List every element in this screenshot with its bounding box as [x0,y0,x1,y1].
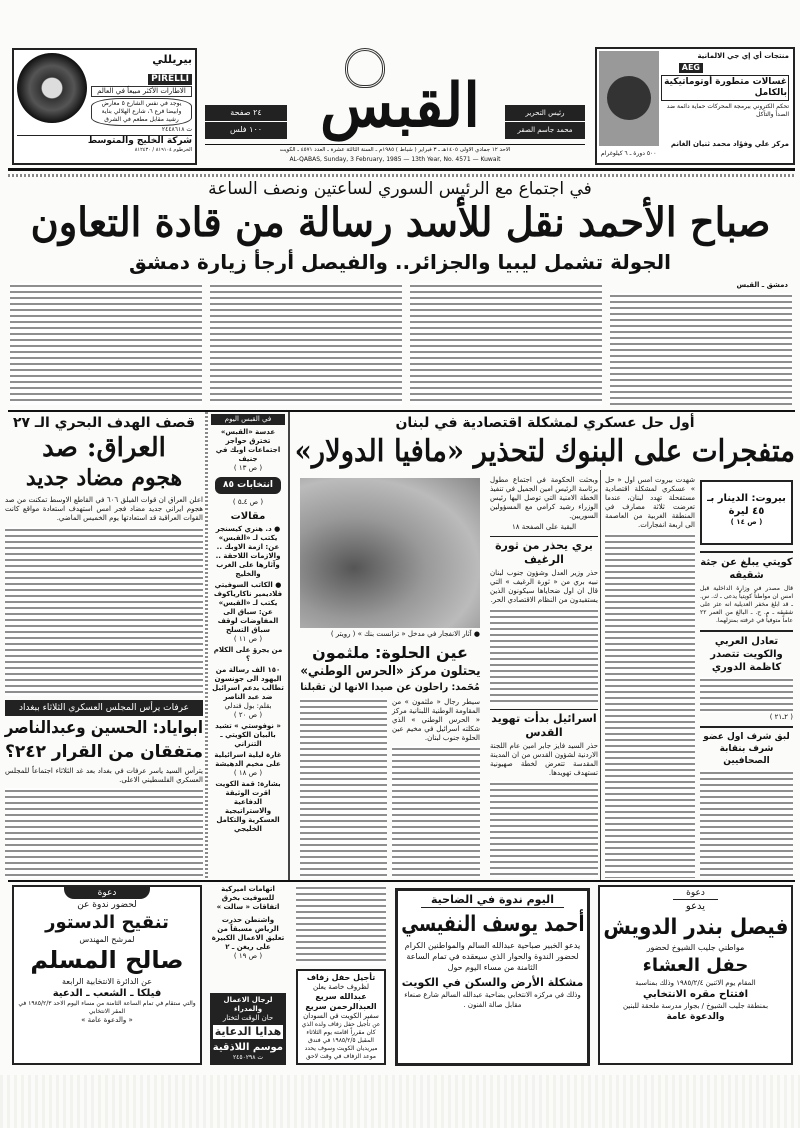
photo-caption: ● آثار الانفجار في مدخل « ترانست بنك » ( رويتر ) [330,630,480,638]
index-item[interactable]: اتهامات اميركية للسوفيت بخرق اتفاقات « سالت » [216,885,280,911]
iraq-kicker: قصف الهدف البحري الـ ٢٧ [12,415,196,431]
lead-text-col2 [410,283,602,405]
middle-column [490,476,598,878]
tire-image [17,53,87,123]
index-header: في القبس اليوم [211,414,285,425]
abu-iyad-text: يترأس السيد ياسر عرفات في بغداد بعد غد الثلاثاء اجتماعاً للمجلس العسكري الفلسطيني الاعلى. [5,767,203,784]
pirelli-body: يوجد في نفس الشارع ٥ معارض وابيضا فرع ٦، شارع الهلالي بناية رشيد مقابل مطعم في الشرق [91,98,192,126]
ad-header: اليوم ندوة في الضاحية [421,893,564,908]
aeg-model: ٥٠٠ دورة ـ ٦ كيلوغرام [601,150,657,157]
pirelli-footer: الخرطوم ٨١٩١٠٤ / ٨١٢٤٣٠ [134,147,192,153]
berri-headline: بري يحذر من ثورة الرغيف [490,536,598,567]
slogan: الاطارات الأكثر مبيعاً في العالم [91,86,192,97]
ad-place: وذلك في مركزه الانتخابي بضاحية عبدالله السالم شارع صنعاء مقابل صالة الفنون . [404,991,581,1009]
notice-name: عبدالله سريع العبدالرحمن سريع [305,992,377,1011]
lead-text-col4 [10,283,202,405]
lead-subhead: الجولة تشمل ليبيا والجزائر.. والفيصل أرجأ زيارة دمشق [128,250,672,274]
index-item[interactable]: ● الكاتب السوفيتي فلاديمير ناكارياكوف يكتب لـ «القبس» عن: سباق الى المفاوضات لوقف سباق التسلح [213,581,283,634]
ad-footer: والدعوة عامة [666,1012,725,1022]
ain-helweh-text: سيطر رجال « ملثمون » من المقاومة الوطنية اللبنانية مركز « الحرس الوطني » الذي شكلته اسرائيل في مخيم عين الحلوة جنوب لبنان. [392,698,480,742]
arabi-headline: تعادل العربي والكويت تتصدر كاظمة الدوري [700,630,793,674]
index-item[interactable]: « نوفوستي » تشيد بالبيان الكويتي ـ التنزاني [215,722,281,748]
pirelli-ad [12,48,197,165]
lead-headline: صباح الأحمد نقل للأسد رسالة من قادة التعاون [30,199,770,246]
ad-line: يدعو [685,901,706,912]
right-column [700,480,793,878]
index-continued [210,885,286,1065]
aeg-intro: منتجات أي إي جي الالمانية [697,52,789,60]
muslim-ad [12,885,202,1065]
ad-line: لمرشح المهندس [79,935,135,944]
duwaish-ad [598,885,793,1065]
lead-text-col3 [210,283,402,405]
page-ref: ( ص ١٣ ) [233,464,263,472]
nefisi-ad [395,888,590,1066]
aeg-agent: مركز علي وفؤاد محمد ثنيان الغانم [670,140,789,148]
ad-line: لظروف خاصة يعلن [313,983,369,991]
ad-details: والتي ستقام في تمام الساعة الثامنة من مساء اليوم الاحد ١٩٨٥/٢/٣ في المقر الانتخابي [18,1000,196,1015]
ad-topic: مشكلة الأرض والسكن في الكويت [401,976,584,989]
ad-footer: « والدعوة عامة » [81,1016,133,1024]
notice-body: عن تأجيل حفل زفاف ولده الذي كان مقرراً اقامته يوم الثلاثاء المقبل ١٩٨٥/٢/٥ في فندق ميريديان الكويت وسوف يحدد موعد الزفاف في وقت لاحق [301,1021,381,1060]
kuwaiti-text: قال مصدر في وزارة الداخلية قبل امس ان مواطناً كويتياً يدعى ـ ك. س. ـ قد ابلغ مخفر العديلية انه عثر على شقيقه ـ م. ح. ـ البالغ من العمر ٢٢ عاماً متوفياً في غرفته بمنزلهما. [700,585,793,624]
lead-dateline: دمشق ـ القبس [736,281,788,289]
masthead-rule [8,168,795,171]
dayaa-ad [210,993,286,1065]
invite-header: دعوة [64,887,150,899]
ad-phone: ت ٢٤٥٠٢٩٨ [232,1054,264,1061]
index-item[interactable]: عدسة «القبس» تخترق حواجز اجتماعات اوبك في جنيف [215,428,281,463]
brand-en: PIRELLI [148,74,192,85]
date-line-ar: الاحد ١٢ جمادي الاولى ١٤٠٥هـ ـ ٣ فبراير ( شباط ) ١٩٨٥م ـ السنة الثالثة عشرة ـ العدد ٤٥٧١ ـ الكويت [279,147,511,153]
notice-header: تأجيل حفل زفاف [306,973,376,982]
ain-helweh-story [300,630,480,878]
page-ref: ( ص ٢٠ ) [233,711,263,719]
page-ref: ( ص ٤ـ٥ ) [232,498,264,506]
ad-line: لحضور ندوة عن [77,900,137,910]
ain-helweh-headline2: يحتلون مركز «الحرس الوطني» [299,664,480,679]
editor-name: محمد جاسم الصقر [505,121,585,138]
index-section-articles: مقالات [230,511,266,522]
beirut-box [700,480,793,545]
event-place: بمنطقة جليب الشيوخ / بجوار مدرسة ملحقة للبنين [622,1002,769,1010]
price: ١٠٠ فلس [205,121,287,138]
aeg-text [661,75,789,149]
ain-helweh-headline3: مُحَمد: راحلون عن صيدا الانها لن تقبلنا [300,682,480,693]
ad-body: يدعو الخبير صباحية عبدالله السالم والمواطنين الكرام لحضور الندوة والحوار الذي سيعقده في تمام الساعة الثامنة من مساء اليوم حول [404,941,581,972]
index-item[interactable]: غارة ليلية اسرائيلية على مخيم الدهيشة [214,751,282,768]
editor-box [505,105,585,139]
index-item[interactable]: من يجرؤ على الكلام ؟ [213,646,283,663]
iraq-story [5,414,203,696]
index-item[interactable]: ١٥٠ الف رسالة من اليهود الى جونسون تطالب بدعم اسرائيل ضد عبد الناصر [212,666,284,701]
score: ( ٢ـ٢١ ) [769,713,793,721]
candidate-name: أحمد يوسف النفيسي [400,912,584,937]
index-item-elections[interactable]: انتخابات ٨٥ [215,477,281,494]
lebanon-text-column [605,476,695,878]
wedding-column [296,885,386,1065]
page-ref: ( ص ١٩ ) [233,952,263,960]
page-ref: ( ص ١٨ ) [233,769,263,777]
index-item[interactable]: ● د. هنري كيسنجر يكتب لـ «القبس» عن: ازمة الاوبك .. والازمات اللاحقة .. وآثارها على الغرب والخليج [215,525,281,578]
abu-iyad-kicker: عرفات يرأس المجلس العسكري الثلاثاء ببغداد [5,700,203,716]
abu-iyad-story [5,700,203,878]
abu-iyad-headline1: ابواياد: الحسين وعبدالناصر [4,718,204,738]
brand-ar: بيريللي [152,53,192,66]
author: بقلم: بول فندلي [224,702,272,710]
aeg-body: تحكم الكتروني ببرمجة المحركات حماية دائمة ضد الصدأ والتآكل [666,103,789,118]
jerusalem-text: حذر السيد فايز جابر امين عام اللجنة الاردنية لشؤون القدس من ان المدينة المقدسة تتعرض لخطة صهيونية تستهدف تهويدها. [490,742,598,777]
abu-iyad-headline2: متفقان من القرار ٢٤٢؟ [4,742,203,762]
index-column [211,414,285,834]
district: عن الدائرة الانتخابية الرابعة [61,977,153,986]
host-name: فيصل بندر الدويش [602,915,788,940]
lebanon-text: شهدت بيروت امس اول « حل » عسكري لمشكلة اقتصادية مستفحلة تهدد لبنان، عندما تعرضت ثلاثة مصارف في المنطقة الغربية من العاصمة الى اربعة انفجارات. [605,476,695,529]
price-box [205,105,287,139]
lebanon-kicker: أول حل عسكري لمشكلة اقتصادية في لبنان [395,415,695,431]
lebanon-text2: وبحثت الحكومة في اجتماع مطول برئاسة الرئيس امين الجميل في تنفيذ الخطة الامنية التي توصل اليها رئيس الوزراء رشيد كرامي مع المسؤولين السوريين. [490,476,598,520]
iraq-headline1: العراق: صد [42,433,166,463]
candidate-name: صالح المسلم [30,946,184,974]
lebanon-headline: متفجرات على البنوك لتحذير «مافيا الدولار» [294,434,795,469]
ad-line: مواطني جليب الشيوخ لحضور [646,943,745,952]
ad-line: لرجال الاعمال والمدراء [223,996,273,1013]
event-date: المقام يوم الاثنين ١٩٨٥/٢/٤ وذلك بمناسبة [635,979,756,987]
occasion: افتتاح مقره الانتخابي [642,989,749,1000]
berri-text: حذر وزير العدل وشؤون جنوب لبنان نبيه بري من « ثورة الرغيف » التي قال ان اول ضحاياها سيكونون الذين يستفيدون من النظام الاقتصادي الحر. [490,569,598,604]
aeg-ad [595,47,795,165]
continued-label: البقية على الصفحة ١٨ [511,523,577,531]
page-ref: ( ص ١٤ ) [730,518,763,526]
washer-image [599,51,659,146]
date-line-en: AL-QABAS, Sunday, 3 February, 1985 — 13th Year, No. 4571 — Kuwait [289,156,501,163]
company: شركة الخليج والمتوسط [17,135,192,147]
event-name: حفل العشاء [642,955,749,976]
ad-line: موسم اللاذقية [212,1042,283,1053]
jerusalem-headline: اسرائيل بدأت تهويد القدس [490,709,598,740]
index-item[interactable]: واشنطن حذرت الرياض مسبقاً من تعليق الاعمال الكبيرة على ريغن ـ ٢ [211,916,285,951]
ad-brand: هدايا الدعاية [214,1025,282,1038]
newspaper-title: القبس [320,71,480,141]
aeg-logo: AEG [679,63,703,73]
areas: فيلكا ـ الشعب ـ الدعية [52,988,162,999]
page-ref: ( ص ١١ ) [233,635,263,643]
kuwaiti-headline: كويتي يبلغ عن جثة شقيقه [700,551,793,582]
lead-kicker: في اجتماع مع الرئيس السوري لساعتين ونصف الساعة [208,179,592,199]
iraq-text: اعلن العراق ان قوات الفيلق ٦٠٦ في القاطع الاوسط تمكنت من صد هجوم ايراني جديد مضاد فجر امس استهدف استعادة مواقع كانت القوات العراقية قد استعادتها يوم الخميس الماضي. [5,496,204,522]
beirut-box-title: بيروت: الدينار بـ ٤٥ ليرة [707,493,786,517]
invite-header: دعوة [673,887,718,900]
ad-topic: تنقيح الدستور [45,912,169,933]
ain-helweh-headline1: عين الحلوة: ملثمون [312,643,468,662]
iraq-headline2: هجوم مضاد جديد [25,465,183,491]
phone: ت ٢٤٤٨٦١٨ [161,126,192,133]
aeg-headline: غسالات متطورة أوتوماتيكية بالكامل [661,75,789,101]
ad-line: سفير الكويت في السودان [303,1012,379,1020]
lead-text-col1 [610,293,792,405]
ad-line: حان الوقت لتختار [222,1014,274,1022]
wedding-notice [296,969,386,1065]
pages-count: ٢٤ صفحة [230,108,262,117]
press-headline: لبق شرف اول عضو شرف بنقابة الصحافيين [700,726,793,767]
bomb-site-photo [300,478,480,628]
index-item[interactable]: بشارة: قمة الكويت اقرت الوثيقة الدفاعية والاستراتيجية العسكرية والتكامل الخليجي [215,780,281,833]
editor-title: رئيس التحرير [525,109,565,117]
